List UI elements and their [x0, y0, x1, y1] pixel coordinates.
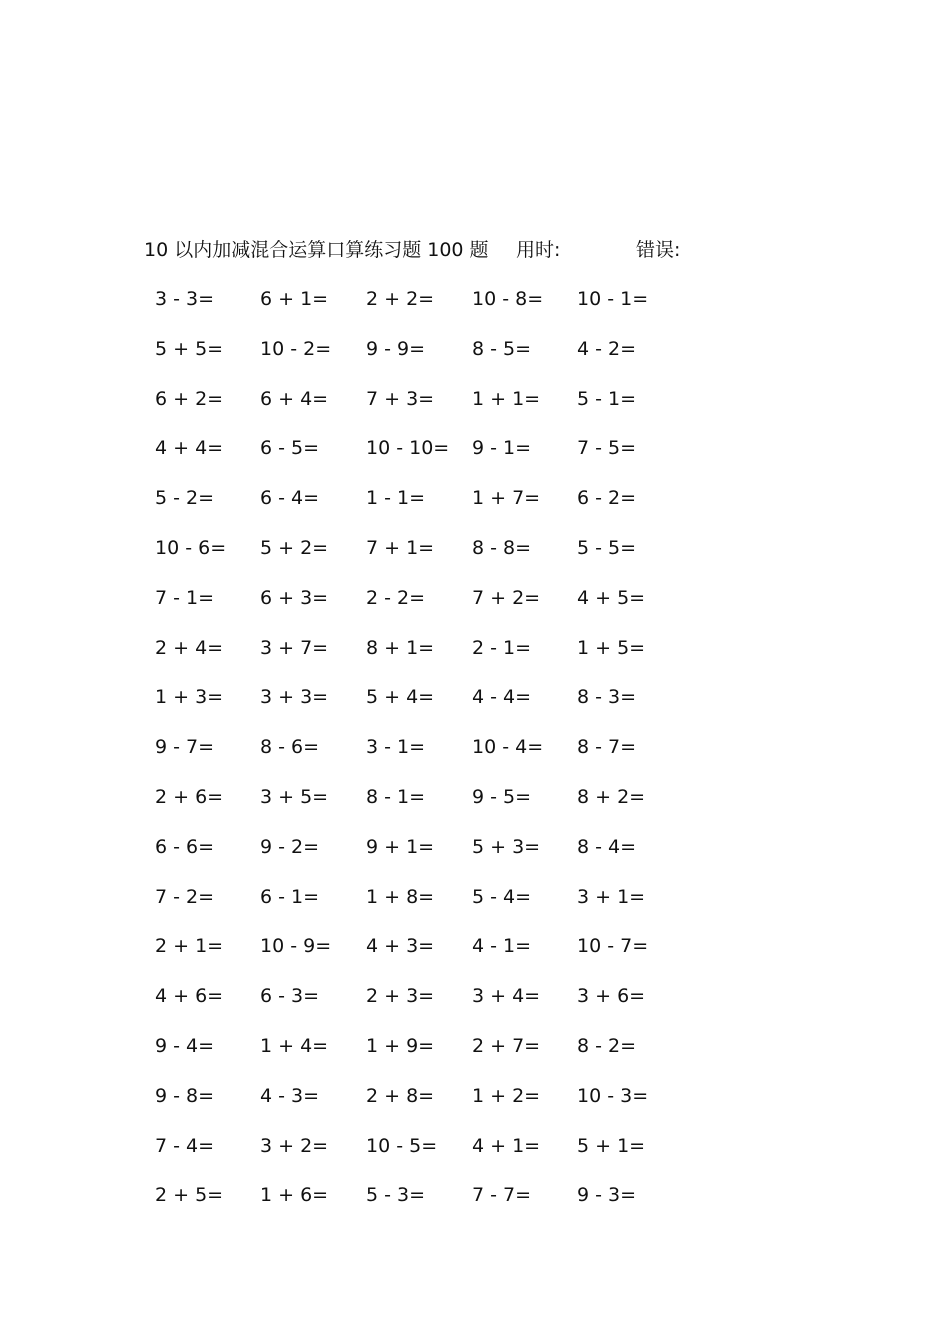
problem-item: 8 - 5=: [472, 337, 532, 360]
problem-item: 8 - 4=: [577, 835, 637, 858]
problem-item: 4 + 6=: [155, 985, 224, 1008]
problem-item: 8 + 2=: [577, 785, 646, 808]
time-label: 用时:: [516, 239, 561, 261]
problem-row: [0, 634, 950, 684]
problem-row: [0, 683, 950, 733]
problem-item: 7 - 5=: [577, 437, 637, 460]
problem-item: 7 + 3=: [366, 387, 435, 410]
problem-item: 6 + 1=: [260, 288, 329, 310]
problem-item: 3 - 3=: [155, 288, 215, 310]
problem-item: 3 + 1=: [577, 885, 646, 908]
problem-row: [0, 1132, 950, 1182]
problem-item: 6 - 5=: [260, 437, 320, 460]
problem-item: 6 + 4=: [260, 387, 329, 410]
problem-row: [0, 833, 950, 883]
problem-item: 10 - 2=: [260, 337, 332, 360]
problem-item: 1 + 5=: [577, 636, 646, 659]
problem-item: 4 + 4=: [155, 437, 224, 460]
problem-item: 10 - 3=: [577, 1084, 649, 1107]
problem-item: 8 - 3=: [577, 686, 637, 709]
problem-item: 4 - 1=: [472, 935, 532, 958]
problem-item: 10 - 10=: [366, 437, 450, 460]
problem-item: 9 - 3=: [577, 1184, 637, 1207]
problem-item: 6 - 1=: [260, 885, 320, 908]
problem-item: 5 + 1=: [577, 1134, 646, 1157]
problem-item: 5 - 3=: [366, 1184, 426, 1207]
problem-item: 4 + 5=: [577, 586, 646, 609]
problem-item: 4 - 2=: [577, 337, 637, 360]
problem-row: [0, 335, 950, 385]
problem-item: 2 - 2=: [366, 586, 426, 609]
problem-item: 4 + 1=: [472, 1134, 541, 1157]
problem-item: 2 + 7=: [472, 1034, 541, 1057]
problem-item: 4 - 3=: [260, 1084, 320, 1107]
problem-item: 6 + 2=: [155, 387, 224, 410]
problem-item: 5 + 2=: [260, 536, 329, 559]
problem-item: 7 - 1=: [155, 586, 215, 609]
problem-item: 10 - 1=: [577, 288, 649, 310]
problem-item: 10 - 7=: [577, 935, 649, 958]
problem-row: [0, 285, 950, 335]
problem-item: 5 - 5=: [577, 536, 637, 559]
problem-row: [0, 434, 950, 484]
problem-item: 1 + 2=: [472, 1084, 541, 1107]
problem-item: 8 - 2=: [577, 1034, 637, 1057]
problem-item: 5 + 4=: [366, 686, 435, 709]
worksheet-title: 10 以内加减混合运算口算练习题 100 题: [144, 239, 489, 261]
problem-row: [0, 584, 950, 634]
problem-row: [0, 733, 950, 783]
problem-item: 8 - 1=: [366, 785, 426, 808]
problem-row: [0, 1032, 950, 1082]
problem-item: 9 - 4=: [155, 1034, 215, 1057]
problem-row: [0, 982, 950, 1032]
problem-item: 1 + 6=: [260, 1184, 329, 1207]
problem-item: 5 - 2=: [155, 487, 215, 510]
problem-item: 4 - 4=: [472, 686, 532, 709]
problem-row: [0, 484, 950, 534]
problem-item: 6 - 6=: [155, 835, 215, 858]
problem-item: 5 + 5=: [155, 337, 224, 360]
problem-item: 1 - 1=: [366, 487, 426, 510]
problem-item: 2 + 1=: [155, 935, 224, 958]
problem-item: 3 - 1=: [366, 736, 426, 759]
worksheet-header: [144, 236, 744, 264]
problem-row: [0, 932, 950, 982]
problem-item: 3 + 6=: [577, 985, 646, 1008]
problem-item: 2 + 6=: [155, 785, 224, 808]
problem-item: 9 - 2=: [260, 835, 320, 858]
problem-item: 8 - 7=: [577, 736, 637, 759]
problem-item: 1 + 4=: [260, 1034, 329, 1057]
problem-row: [0, 385, 950, 435]
problem-grid: [0, 285, 950, 1231]
problem-row: [0, 883, 950, 933]
problem-item: 4 + 3=: [366, 935, 435, 958]
problem-item: 5 + 3=: [472, 835, 541, 858]
problem-item: 9 - 1=: [472, 437, 532, 460]
problem-item: 7 + 2=: [472, 586, 541, 609]
problem-item: 10 - 8=: [472, 288, 544, 310]
problem-item: 10 - 9=: [260, 935, 332, 958]
problem-row: [0, 534, 950, 584]
problem-item: 10 - 5=: [366, 1134, 438, 1157]
problem-item: 2 - 1=: [472, 636, 532, 659]
problem-item: 9 - 8=: [155, 1084, 215, 1107]
problem-item: 2 + 3=: [366, 985, 435, 1008]
problem-item: 9 - 7=: [155, 736, 215, 759]
problem-item: 1 + 7=: [472, 487, 541, 510]
problem-item: 9 - 5=: [472, 785, 532, 808]
problem-row: [0, 1082, 950, 1132]
problem-item: 6 + 3=: [260, 586, 329, 609]
problem-row: [0, 1181, 950, 1231]
problem-item: 3 + 4=: [472, 985, 541, 1008]
problem-item: 7 - 4=: [155, 1134, 215, 1157]
problem-item: 2 + 8=: [366, 1084, 435, 1107]
problem-item: 2 + 4=: [155, 636, 224, 659]
problem-item: 7 - 2=: [155, 885, 215, 908]
problem-item: 2 + 2=: [366, 288, 435, 310]
problem-item: 5 - 4=: [472, 885, 532, 908]
problem-item: 8 + 1=: [366, 636, 435, 659]
error-label: 错误:: [636, 239, 681, 261]
problem-item: 3 + 5=: [260, 785, 329, 808]
problem-row: [0, 783, 950, 833]
problem-item: 6 - 2=: [577, 487, 637, 510]
problem-item: 8 - 6=: [260, 736, 320, 759]
problem-item: 9 - 9=: [366, 337, 426, 360]
problem-item: 10 - 4=: [472, 736, 544, 759]
problem-item: 1 + 3=: [155, 686, 224, 709]
problem-item: 8 - 8=: [472, 536, 532, 559]
problem-item: 1 + 1=: [472, 387, 541, 410]
problem-item: 7 + 1=: [366, 536, 435, 559]
problem-item: 9 + 1=: [366, 835, 435, 858]
problem-item: 1 + 8=: [366, 885, 435, 908]
problem-item: 6 - 3=: [260, 985, 320, 1008]
problem-item: 1 + 9=: [366, 1034, 435, 1057]
problem-item: 10 - 6=: [155, 536, 227, 559]
problem-item: 5 - 1=: [577, 387, 637, 410]
problem-item: 2 + 5=: [155, 1184, 224, 1207]
problem-item: 6 - 4=: [260, 487, 320, 510]
problem-item: 3 + 3=: [260, 686, 329, 709]
problem-item: 3 + 7=: [260, 636, 329, 659]
problem-item: 3 + 2=: [260, 1134, 329, 1157]
problem-item: 7 - 7=: [472, 1184, 532, 1207]
